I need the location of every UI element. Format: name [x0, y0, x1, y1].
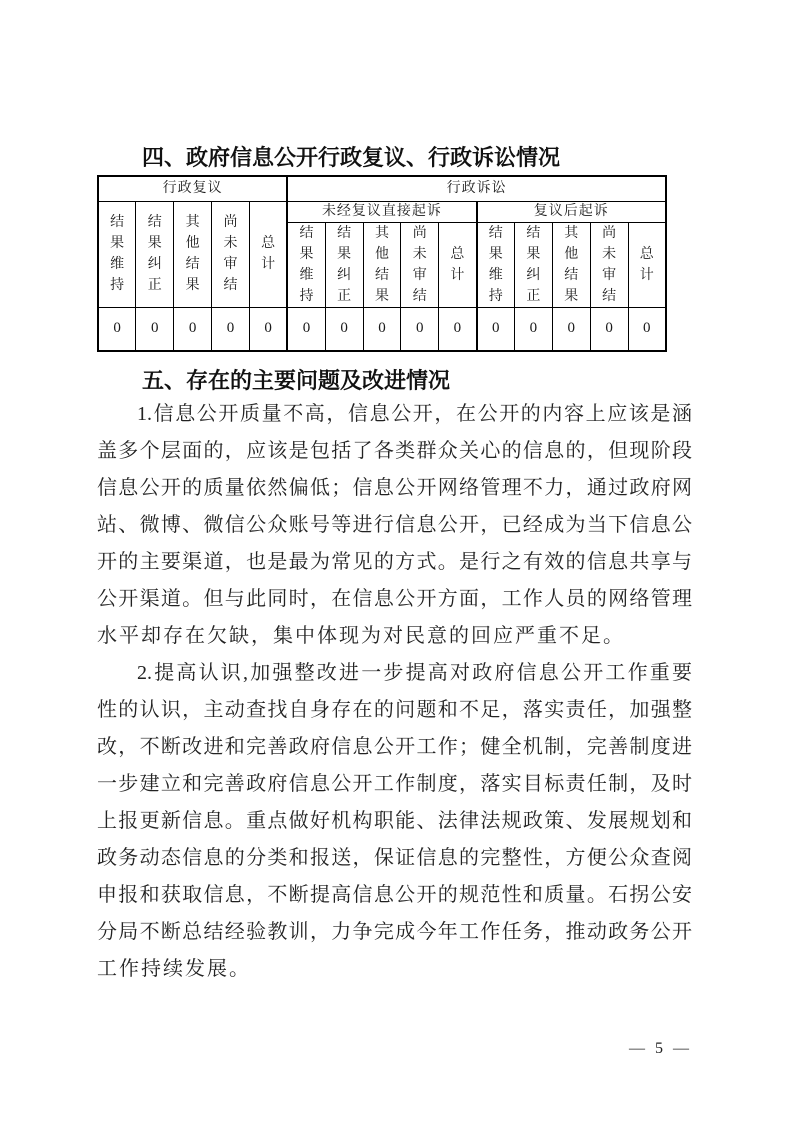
table-column-header — [628, 222, 666, 307]
table-column-header-text: 总计 — [639, 246, 654, 283]
table-column-header — [439, 222, 477, 307]
table-value-cell: 0 — [439, 307, 477, 351]
table-value-cell: 0 — [287, 307, 325, 351]
paragraph-line: 改，不断改进和完善政府信息公开工作；健全机制，完善制度进 — [97, 736, 692, 758]
paragraphs — [97, 396, 692, 988]
table-value-cell: 0 — [212, 307, 250, 351]
stats-table — [97, 175, 667, 352]
table-column-header-text: 其他结果 — [564, 225, 579, 304]
table-column-header-text: 总计 — [261, 236, 276, 272]
table-column-header — [136, 201, 174, 307]
paragraph-line: 政务动态信息的分类和报送，保证信息的完整性，方便公众查阅 — [97, 847, 692, 869]
table-value-cell: 0 — [98, 307, 136, 351]
table-column-header — [287, 222, 325, 307]
table-row-subgroups — [98, 201, 666, 222]
table-column-header — [325, 222, 363, 307]
table-value-cell: 0 — [552, 307, 590, 351]
table-value-cell: 0 — [477, 307, 515, 351]
paragraph-line: 性的认识，主动查找自身存在的问题和不足，落实责任，加强整 — [97, 699, 692, 721]
table-value-cell: 0 — [136, 307, 174, 351]
table-column-header — [98, 201, 136, 307]
section-5-heading: 五、存在的主要问题及改进情况 — [142, 368, 451, 393]
table-column-header-text: 其他结果 — [185, 215, 200, 293]
paragraph-line: 分局不断总结经验教训，力争完成今年工作任务，推动政务公开 — [97, 921, 692, 943]
table-column-header — [249, 201, 287, 307]
paragraph-1 — [97, 396, 692, 655]
table-column-header-text: 结果维持 — [488, 225, 503, 304]
table-column-header — [212, 201, 250, 307]
table-column-header-text: 总计 — [450, 246, 465, 283]
paragraph-line: 开的主要渠道，也是最为常见的方式。是行之有效的信息共享与 — [97, 551, 692, 573]
table-column-header-text: 尚未审结 — [223, 215, 238, 293]
table-column-header — [174, 201, 212, 307]
paragraph-line: 申报和获取信息，不断提高信息公开的规范性和质量。石拐公安 — [97, 884, 692, 906]
table-subgroup-header: 未经复议直接起诉 — [287, 201, 476, 222]
table-value-cell: 0 — [401, 307, 439, 351]
table-group-header: 行政诉讼 — [287, 176, 666, 201]
paragraph-line: 2.提高认识,加强整改进一步提高对政府信息公开工作重要 — [137, 662, 692, 684]
paragraph-line: 水平却存在欠缺，集中体现为对民意的回应严重不足。 — [97, 625, 625, 647]
table-column-header — [590, 222, 628, 307]
paragraph-line: 工作持续发展。 — [97, 958, 251, 980]
paragraph-line: 盖多个层面的，应该是包括了各类群众关心的信息的，但现阶段 — [97, 440, 692, 462]
table-group-header: 行政复议 — [98, 176, 287, 201]
page-content — [97, 143, 692, 988]
table-column-header — [514, 222, 552, 307]
table-value-cell: 0 — [249, 307, 287, 351]
table-value-cell: 0 — [325, 307, 363, 351]
paragraph-line: 站、微博、微信公众账号等进行信息公开，已经成为当下信息公 — [97, 514, 692, 536]
table-column-header-text: 尚未审结 — [412, 225, 427, 304]
table-column-header — [477, 222, 515, 307]
paragraph-2 — [97, 655, 692, 988]
table-column-header-text: 结果纠正 — [147, 215, 162, 293]
section-4-heading: 四、政府信息公开行政复议、行政诉讼情况 — [142, 145, 561, 170]
table-row-values — [98, 307, 666, 351]
table-row-groups — [98, 176, 666, 201]
table-column-header-text: 其他结果 — [374, 225, 389, 304]
table-column-header — [401, 222, 439, 307]
paragraph-line: 信息公开的质量依然偏低；信息公开网络管理不力，通过政府网 — [97, 477, 692, 499]
table-column-header-text: 结果维持 — [110, 215, 125, 293]
paragraph-line: 一步建立和完善政府信息公开工作制度，落实目标责任制，及时 — [97, 773, 692, 795]
table-value-cell: 0 — [628, 307, 666, 351]
page-number: — 5 — — [629, 1040, 692, 1057]
table-value-cell: 0 — [590, 307, 628, 351]
table-column-header-text: 结果纠正 — [337, 225, 352, 304]
paragraph-line: 1.信息公开质量不高，信息公开，在公开的内容上应该是涵 — [137, 403, 692, 425]
paragraph-line: 上报更新信息。重点做好机构职能、法律法规政策、发展规划和 — [97, 810, 692, 832]
table-value-cell: 0 — [363, 307, 401, 351]
table-column-header-text: 结果纠正 — [526, 225, 541, 304]
table-subgroup-header: 复议后起诉 — [477, 201, 666, 222]
table-value-cell: 0 — [514, 307, 552, 351]
table-column-header-text: 尚未审结 — [602, 225, 617, 304]
paragraph-line: 公开渠道。但与此同时，在信息公开方面，工作人员的网络管理 — [97, 588, 692, 610]
table-value-cell: 0 — [174, 307, 212, 351]
table-column-header — [363, 222, 401, 307]
table-column-header-text: 结果维持 — [299, 225, 314, 304]
table-column-header — [552, 222, 590, 307]
